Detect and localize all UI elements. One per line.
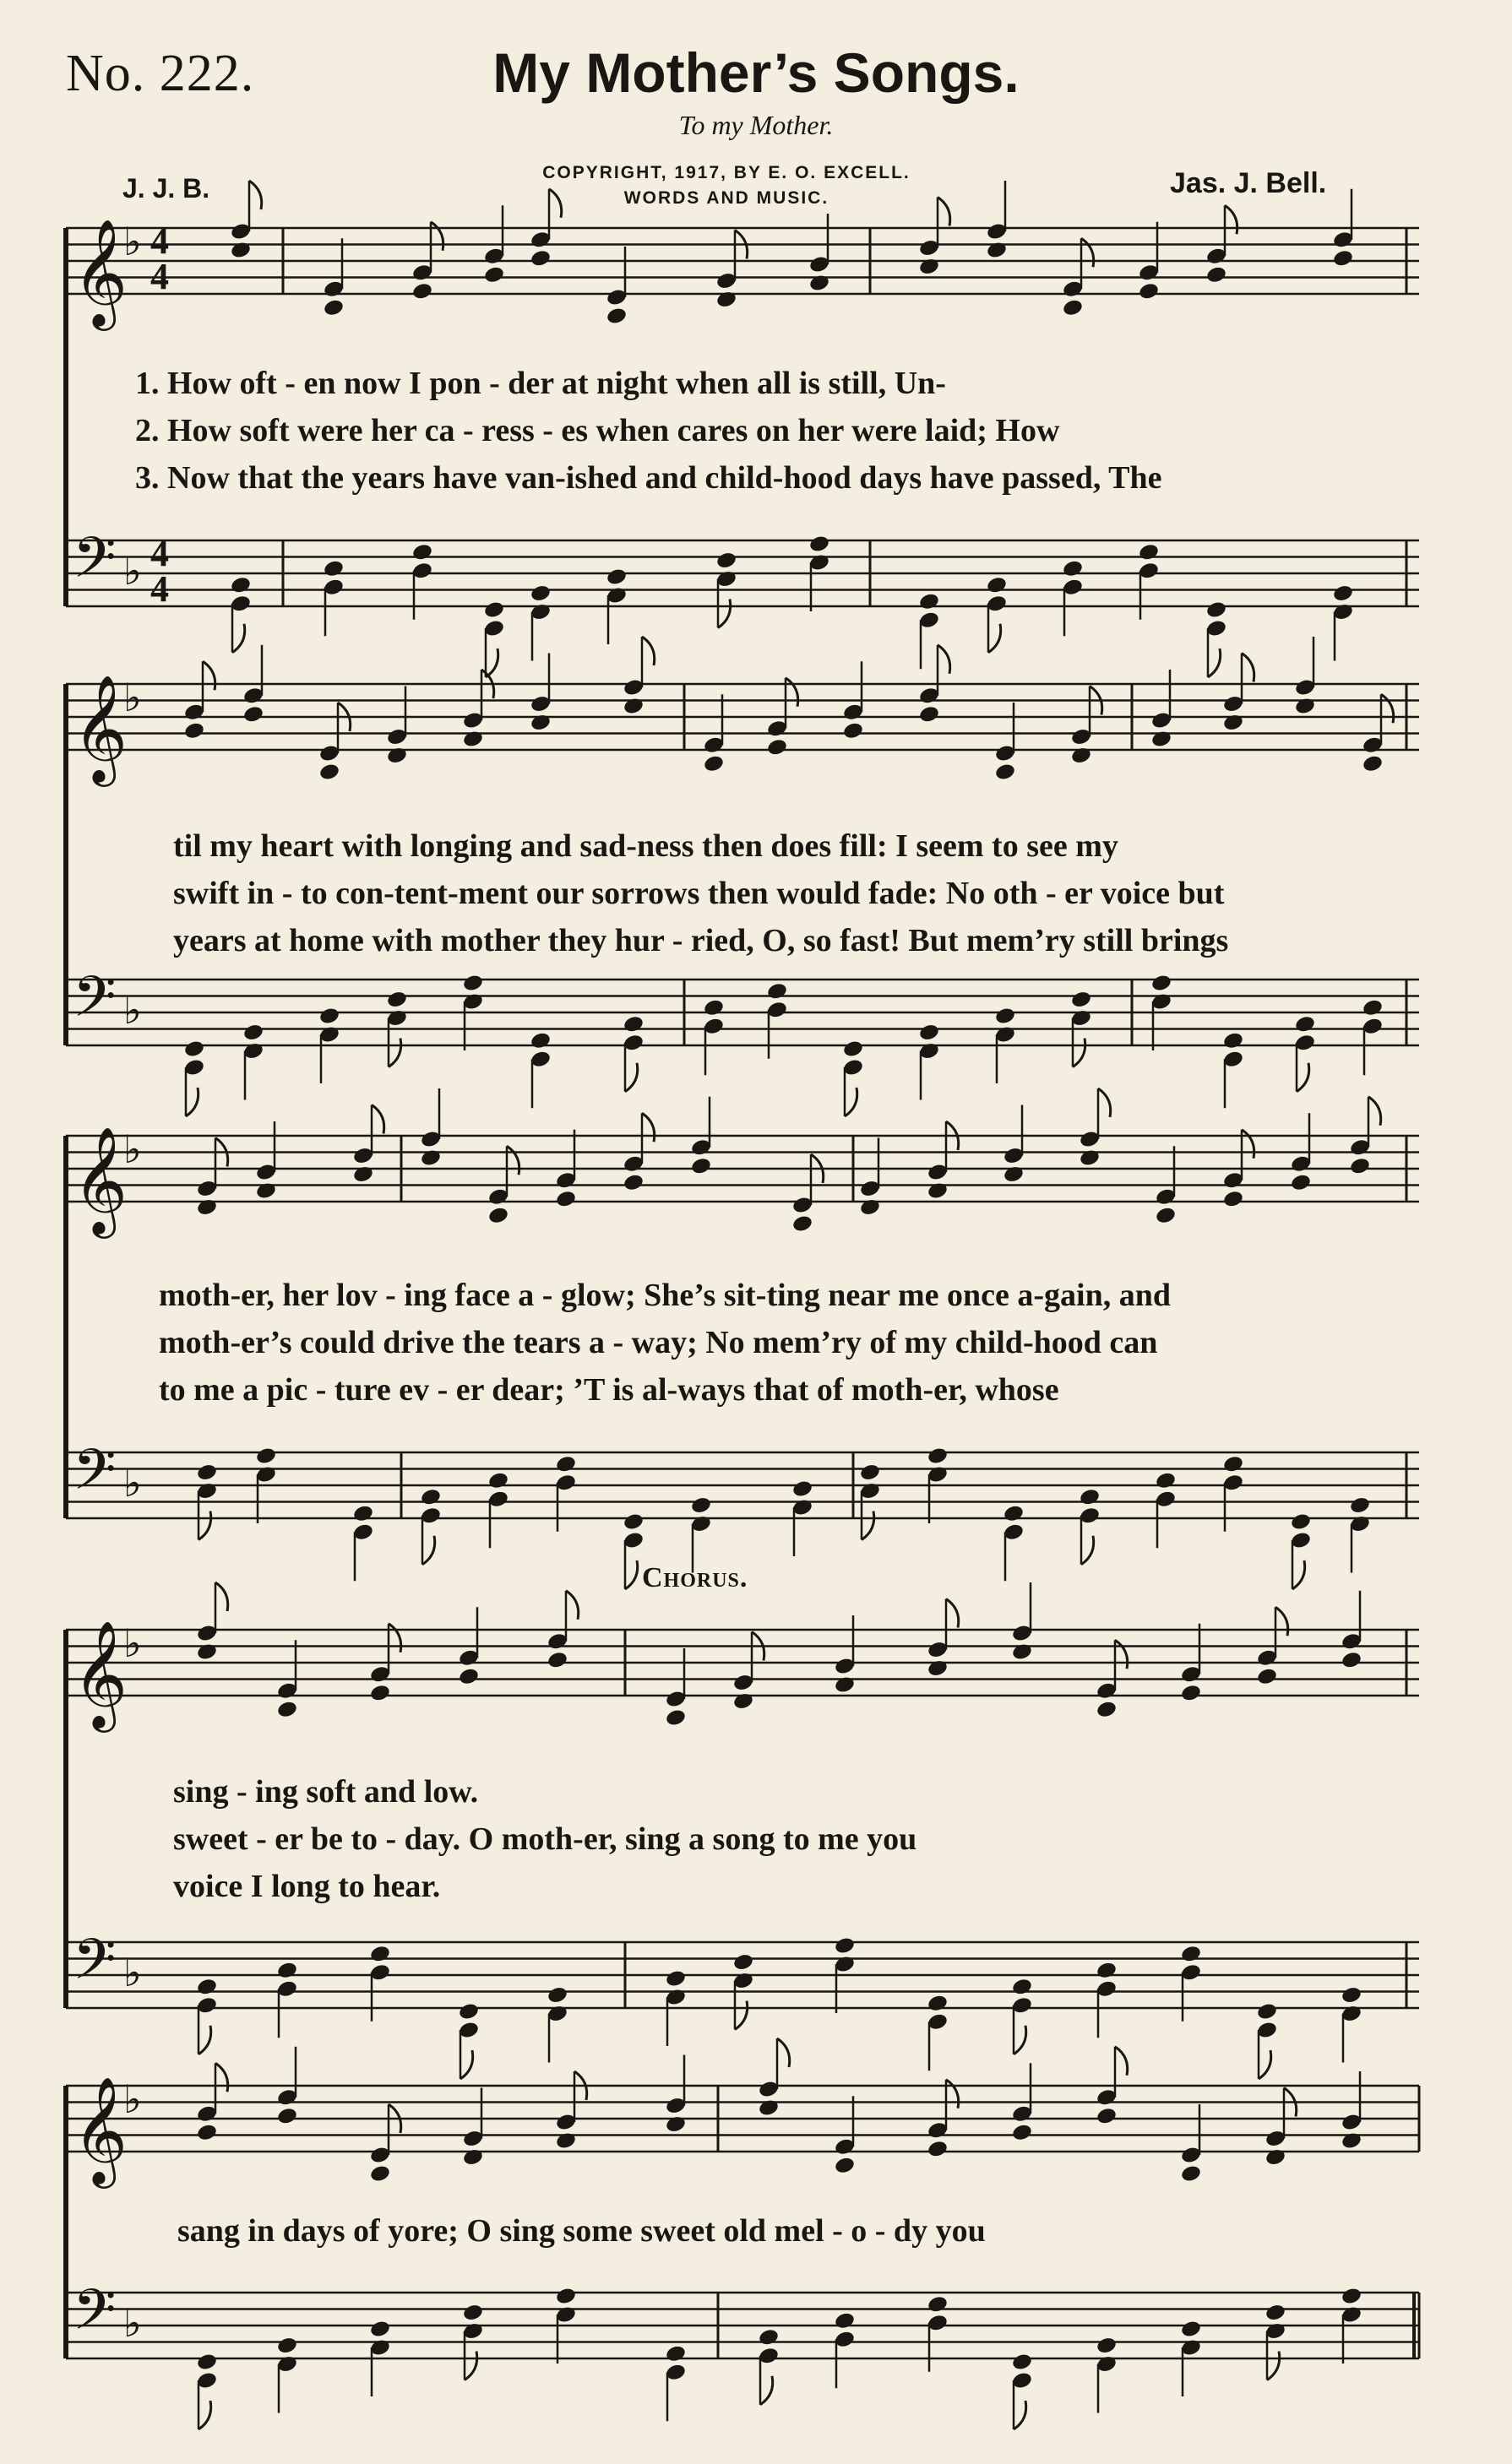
note-head <box>1011 1977 1033 1996</box>
time-signature-bottom: 4 <box>150 568 169 610</box>
note-head <box>276 2336 298 2355</box>
composer: Jas. J. Bell. <box>1170 167 1327 199</box>
note-flag <box>845 1088 857 1116</box>
time-signature-bottom: 4 <box>150 256 169 297</box>
note-head <box>1070 746 1092 765</box>
note-head <box>1222 713 1244 732</box>
note-head <box>834 2156 856 2175</box>
note-head <box>703 754 725 773</box>
note-head <box>1096 1700 1118 1719</box>
note-head <box>690 1495 712 1515</box>
note-flag <box>1081 238 1094 267</box>
note-head <box>1003 1504 1025 1523</box>
note-head <box>766 981 788 1001</box>
note-head <box>386 990 408 1009</box>
note-flag <box>389 1624 401 1653</box>
note-head <box>530 248 552 268</box>
verse-1-line-3: moth-er, her lov - ing face a - glow; She’s sit-ting near me once a-gain, and <box>159 1278 1171 1313</box>
note-head <box>1011 2123 1033 2142</box>
note-flag <box>507 1146 519 1175</box>
note-flag <box>215 1582 228 1611</box>
note-head <box>1362 754 1384 773</box>
note-flag <box>777 2038 790 2067</box>
note-head <box>318 763 340 782</box>
note-head <box>1222 1031 1244 1050</box>
verse-2-line-3: moth-er’s could drive the tears a - way; No mem’ry of my child-hood can <box>159 1325 1158 1360</box>
note-head <box>1349 1156 1371 1175</box>
note-head <box>623 1014 645 1034</box>
note-flag <box>1368 1097 1381 1126</box>
note-head <box>369 2320 391 2339</box>
treble-clef-icon: 𝄞 <box>73 218 128 326</box>
note-head <box>842 721 864 741</box>
note-head <box>530 1031 552 1050</box>
note-flag <box>566 1591 579 1620</box>
note-head <box>323 298 345 317</box>
note-head <box>183 721 205 741</box>
note-flag <box>431 222 443 251</box>
note-head <box>606 567 628 587</box>
note-head <box>230 241 252 260</box>
lyricist-initials: J. J. B. <box>122 173 210 204</box>
time-signature-top: 4 <box>150 220 169 262</box>
note-head <box>369 1683 391 1702</box>
note-head <box>758 2327 780 2347</box>
hymn-number: No. 222. <box>66 45 255 102</box>
note-head <box>386 746 408 765</box>
note-flag <box>1014 2026 1026 2054</box>
verse-1-line-4: sing - ing soft and low. <box>173 1774 479 1810</box>
note-head <box>623 1512 645 1532</box>
note-head <box>1079 1148 1101 1168</box>
note-flag <box>1225 205 1237 234</box>
note-head <box>918 592 940 611</box>
note-head <box>1290 1173 1312 1192</box>
note-head <box>665 2114 687 2134</box>
note-head <box>411 281 433 301</box>
note-head <box>766 737 788 757</box>
note-flag <box>1242 1130 1254 1159</box>
note-flag <box>460 2050 473 2079</box>
note-head <box>1256 2002 1278 2022</box>
note-flag <box>1297 1063 1309 1092</box>
note-head <box>276 1700 298 1719</box>
note-head <box>255 1446 277 1466</box>
note-head <box>276 1961 298 1980</box>
note-head <box>927 1446 949 1466</box>
note-head <box>196 1463 218 1482</box>
note-flag <box>1242 654 1254 682</box>
note-head <box>255 1181 277 1201</box>
note-head <box>1290 1512 1312 1532</box>
note-head <box>242 1023 264 1042</box>
bass-clef-icon: 𝄢 <box>73 1927 117 2005</box>
note-head <box>369 1944 391 1963</box>
note-head <box>555 2131 577 2151</box>
verse-3-line-4: voice I long to hear. <box>173 1869 441 1904</box>
note-head <box>411 542 433 562</box>
note-flag <box>938 198 950 226</box>
treble-clef-icon: 𝄞 <box>73 674 128 782</box>
hymn-title: My Mother’s Songs. <box>492 41 1020 104</box>
note-head <box>462 2303 484 2322</box>
note-head <box>1096 2106 1118 2125</box>
note-head <box>834 2311 856 2331</box>
note-head <box>1341 2131 1362 2151</box>
treble-clef-icon: 𝄞 <box>73 1620 128 1728</box>
note-head <box>1265 2303 1286 2322</box>
note-flag <box>946 2080 959 2109</box>
note-head <box>623 1173 645 1192</box>
flat-key-signature-icon: ♭ <box>123 2076 142 2122</box>
note-head <box>483 600 505 620</box>
note-flag <box>372 1105 384 1134</box>
note-head <box>758 2098 780 2118</box>
note-flag <box>735 2001 748 2030</box>
note-flag <box>199 1512 211 1540</box>
flat-key-signature-icon: ♭ <box>123 219 142 264</box>
note-head <box>458 1667 480 1686</box>
note-flag <box>946 1599 959 1628</box>
note-head <box>927 1658 949 1678</box>
note-flag <box>1259 2050 1271 2079</box>
note-head <box>994 1007 1016 1026</box>
note-head <box>1180 2320 1202 2339</box>
note-head <box>1222 1454 1244 1474</box>
note-head <box>1150 730 1172 749</box>
flat-key-signature-icon: ♭ <box>123 987 142 1033</box>
note-head <box>183 1039 205 1059</box>
copyright-line-1: COPYRIGHT, 1917, BY E. O. EXCELL. <box>542 163 911 182</box>
note-head <box>927 2139 949 2158</box>
note-head <box>986 241 1008 260</box>
note-head <box>1265 2147 1286 2167</box>
verse-1-line-1: 1. How oft - en now I pon - der at night when all is still, Un- <box>135 366 946 401</box>
note-head <box>1011 1642 1033 1662</box>
note-head <box>1180 1944 1202 1963</box>
note-flag <box>786 678 798 707</box>
note-flag <box>203 661 215 690</box>
note-head <box>1180 2164 1202 2184</box>
note-head <box>1155 1206 1177 1225</box>
flat-key-signature-icon: ♭ <box>123 675 142 720</box>
note-flag <box>642 1113 655 1142</box>
note-flag <box>760 2376 773 2405</box>
note-head <box>1062 559 1084 578</box>
note-head <box>462 2147 484 2167</box>
note-head <box>791 1214 813 1234</box>
dedication: To my Mother. <box>678 110 834 140</box>
note-head <box>606 307 628 326</box>
note-flag <box>249 181 262 209</box>
note-head <box>530 583 552 603</box>
note-head <box>487 1471 509 1490</box>
note-head <box>715 551 737 570</box>
note-head <box>665 1969 687 1989</box>
note-head <box>1096 2336 1118 2355</box>
note-head <box>487 1206 509 1225</box>
note-head <box>1332 583 1354 603</box>
note-head <box>323 559 345 578</box>
note-head <box>547 1650 568 1669</box>
note-flag <box>232 624 245 653</box>
note-head <box>1294 697 1316 716</box>
note-flag <box>186 1088 199 1116</box>
note-head <box>483 265 505 285</box>
note-head <box>196 1197 218 1217</box>
bass-clef-icon: 𝄢 <box>73 964 117 1043</box>
treble-clef-icon: 𝄞 <box>73 2076 128 2184</box>
note-head <box>927 2294 949 2314</box>
chorus-label: Chorus. <box>642 1562 748 1593</box>
note-flag <box>1381 694 1394 723</box>
note-head <box>462 974 484 993</box>
note-head <box>462 730 484 749</box>
verse-2-line-2: swift in - to con-tent-ment our sorrows then would fade: No oth - er voice but <box>173 876 1225 911</box>
verse-2-line-1: 2. How soft were her ca - ress - es when cares on her were laid; How <box>135 413 1060 448</box>
bass-clef-icon: 𝄢 <box>73 525 117 604</box>
note-head <box>1138 542 1160 562</box>
note-head <box>318 1007 340 1026</box>
note-head <box>196 2353 218 2372</box>
note-head <box>1138 281 1160 301</box>
note-head <box>791 1479 813 1499</box>
note-flag <box>1208 649 1221 677</box>
note-head <box>1294 1014 1316 1034</box>
note-head <box>1341 2287 1362 2306</box>
note-flag <box>199 2401 211 2429</box>
note-flag <box>389 1039 401 1067</box>
note-head <box>732 1952 754 1972</box>
note-head <box>732 1691 754 1711</box>
note-flag <box>1098 1088 1111 1117</box>
note-head <box>859 1463 881 1482</box>
verse-1-line-2: til my heart with longing and sad-ness then does fill: I seem to see my <box>173 828 1118 864</box>
flat-key-signature-icon: ♭ <box>123 1126 142 1172</box>
note-flag <box>486 649 498 677</box>
note-head <box>715 290 737 309</box>
flat-key-signature-icon: ♭ <box>123 1620 142 1666</box>
note-head <box>1256 1667 1278 1686</box>
note-flag <box>1081 1536 1094 1565</box>
treble-clef-icon: 𝄞 <box>73 1126 128 1234</box>
note-flag <box>1014 2401 1026 2429</box>
note-head <box>918 704 940 724</box>
note-head <box>808 535 830 554</box>
note-flag <box>988 624 1001 653</box>
note-head <box>665 1708 687 1728</box>
note-head <box>1362 998 1384 1018</box>
note-flag <box>938 645 950 674</box>
note-flag <box>625 1560 638 1589</box>
note-head <box>547 1985 568 2005</box>
note-head <box>1341 1985 1362 2005</box>
flat-key-signature-icon: ♭ <box>123 548 142 594</box>
note-head <box>927 1181 949 1201</box>
verse-3-line-3: to me a pic - ture ev - er dear; ’T is al-ways that of moth-er, whose <box>159 1372 1059 1408</box>
flat-key-signature-icon: ♭ <box>123 1460 142 1506</box>
note-head <box>927 1994 949 2013</box>
note-flag <box>199 2026 211 2054</box>
note-flag <box>1115 1640 1128 1669</box>
note-head <box>420 1487 442 1506</box>
note-head <box>1070 990 1092 1009</box>
note-head <box>1332 248 1354 268</box>
note-head <box>352 1504 374 1523</box>
verse-3-line-2: years at home with mother they hur - ried, O, so fast! But mem’ry still brings <box>173 923 1229 958</box>
note-head <box>196 1642 218 1662</box>
note-head <box>369 2164 391 2184</box>
note-flag <box>718 600 731 628</box>
note-flag <box>1115 2047 1128 2076</box>
note-head <box>242 704 264 724</box>
note-head <box>834 1936 856 1956</box>
bass-clef-icon: 𝄢 <box>73 1437 117 1516</box>
copyright-line-2: WORDS AND MUSIC. <box>623 188 829 208</box>
note-head <box>1205 600 1227 620</box>
note-head <box>458 2002 480 2022</box>
note-head <box>1205 265 1227 285</box>
note-head <box>1062 298 1084 317</box>
note-head <box>555 2287 577 2306</box>
note-head <box>1150 974 1172 993</box>
time-signature-top: 4 <box>150 533 169 574</box>
note-head <box>994 763 1016 782</box>
note-flag <box>465 2352 477 2380</box>
note-head <box>1180 1683 1202 1702</box>
note-head <box>859 1197 881 1217</box>
note-head <box>690 1156 712 1175</box>
note-flag <box>1267 2352 1280 2380</box>
note-head <box>555 1189 577 1208</box>
note-head <box>703 998 725 1018</box>
note-flag <box>625 1063 638 1092</box>
note-head <box>918 257 940 276</box>
note-head <box>1222 1189 1244 1208</box>
note-head <box>230 575 252 594</box>
note-flag <box>642 637 655 665</box>
note-head <box>842 1039 864 1059</box>
flat-key-signature-icon: ♭ <box>123 1950 142 1995</box>
verse-3-line-1: 3. Now that the years have van-ished and child-hood days have passed, The <box>135 460 1162 496</box>
note-head <box>196 1977 218 1996</box>
note-head <box>1155 1471 1177 1490</box>
chorus-line-1: sweet - er be to - day. O moth-er, sing a song to me you <box>173 1821 917 1857</box>
note-flag <box>862 1512 874 1540</box>
note-flag <box>1073 1039 1085 1067</box>
chorus-line-2: sang in days of yore; O sing some sweet old mel - o - dy you <box>177 2213 986 2249</box>
flat-key-signature-icon: ♭ <box>123 2300 142 2346</box>
note-flag <box>1275 1607 1288 1636</box>
note-head <box>834 1675 856 1695</box>
note-head <box>1079 1487 1101 1506</box>
note-head <box>1011 2353 1033 2372</box>
note-head <box>918 1023 940 1042</box>
note-flag <box>422 1536 435 1565</box>
note-head <box>352 1164 374 1184</box>
note-head <box>276 2106 298 2125</box>
note-head <box>555 1454 577 1474</box>
note-head <box>420 1148 442 1168</box>
note-head <box>808 274 830 293</box>
note-head <box>665 2344 687 2364</box>
note-head <box>986 575 1008 594</box>
note-head <box>623 697 645 716</box>
note-head <box>530 713 552 732</box>
note-flag <box>549 189 562 218</box>
bass-clef-icon: 𝄢 <box>73 2277 117 2356</box>
note-head <box>196 2123 218 2142</box>
note-head <box>1003 1164 1025 1184</box>
note-head <box>1349 1495 1371 1515</box>
note-head <box>1096 1961 1118 1980</box>
note-flag <box>1292 1560 1305 1589</box>
note-head <box>1341 1650 1362 1669</box>
note-flag <box>215 2063 228 2092</box>
